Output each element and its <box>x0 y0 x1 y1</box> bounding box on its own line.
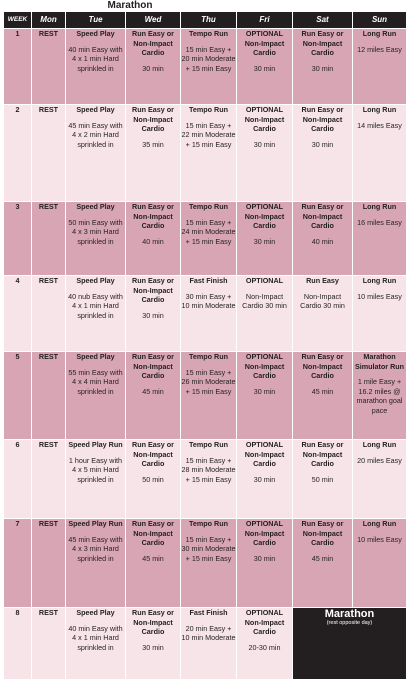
workout-name: Tempo Run <box>189 519 228 528</box>
mon-rest-cell: REST <box>32 29 66 105</box>
workout-name: Fast Finish <box>189 276 228 285</box>
workout-name: Run Easy or Non-Impact Cardio <box>132 276 174 305</box>
workout-detail: 30 min <box>253 236 276 246</box>
workout-name: Run Easy or Non-Impact Cardio <box>132 29 174 58</box>
sat-workout-cell <box>293 29 353 105</box>
workout-detail: 55 min Easy with 4 x 4 min Hard sprinkled in <box>68 367 123 396</box>
workout-name: Tempo Run <box>189 202 228 211</box>
workout-detail: 15 min Easy + 20 min Moderate + 15 min Easy <box>181 44 236 73</box>
workout-detail: 10 miles Easy <box>357 291 402 301</box>
mon-rest-cell: REST <box>32 440 66 519</box>
workout-name: Speed Play Run <box>68 519 123 528</box>
workout-detail: 15 min Easy + 26 min Moderate + 15 min Easy <box>181 367 236 396</box>
col-header-sat: Sat <box>293 12 353 29</box>
fri-workout-cell <box>237 202 293 276</box>
workout-name: Speed Play <box>76 352 115 361</box>
week-number: 7 <box>4 519 32 608</box>
thu-workout-cell <box>181 519 237 608</box>
week-row <box>4 105 407 202</box>
thu-workout-cell <box>181 608 237 680</box>
fri-workout-cell <box>237 29 293 105</box>
workout-name: Run Easy or Non-Impact Cardio <box>132 608 174 637</box>
workout-detail: 35 min <box>142 139 164 149</box>
workout-name: OPTIONAL Non-Impact Cardio <box>244 440 285 469</box>
week-number: 3 <box>4 202 32 276</box>
workout-name: Run Easy or Non-Impact Cardio <box>132 352 174 381</box>
workout-detail: Non-Impact Cardio 30 min <box>300 291 345 311</box>
sun-workout-cell <box>353 440 407 519</box>
workout-name: OPTIONAL Non-Impact Cardio <box>244 519 285 548</box>
col-header-fri: Fri <box>237 12 293 29</box>
workout-name: Run Easy or Non-Impact Cardio <box>301 105 344 134</box>
col-header-mon: Mon <box>32 12 66 29</box>
week-number: 8 <box>4 608 32 680</box>
workout-detail: 45 min Easy with 4 x 2 min Hard sprinkled in <box>68 120 123 149</box>
workout-detail: 30 min <box>253 474 276 484</box>
workout-detail: 15 min Easy + 22 min Moderate + 15 min Easy <box>181 120 236 149</box>
workout-name: Long Run <box>362 202 397 211</box>
fri-workout-cell <box>237 352 293 440</box>
col-header-tue: Tue <box>66 12 126 29</box>
sun-workout-cell <box>353 202 407 276</box>
workout-detail: 40 nub Easy with 4 x 1 min Hard sprinkled in <box>68 291 123 320</box>
workout-name: OPTIONAL Non-Impact Cardio <box>244 352 285 381</box>
workout-detail: 45 min <box>311 386 334 396</box>
mon-rest-cell: REST <box>32 519 66 608</box>
workout-detail: 15 min Easy + 30 min Moderate + 15 min Easy <box>181 534 236 563</box>
workout-name: Run Easy or Non-Impact Cardio <box>301 440 344 469</box>
workout-name: OPTIONAL Non-Impact Cardio <box>244 608 285 637</box>
workout-name: Run Easy or Non-Impact Cardio <box>132 202 174 231</box>
workout-name: OPTIONAL Non-Impact Cardio <box>244 202 285 231</box>
workout-detail: 50 min <box>311 474 334 484</box>
tue-workout-cell <box>66 519 126 608</box>
workout-name: Speed Play <box>76 29 115 38</box>
sun-workout-cell <box>353 29 407 105</box>
workout-name: Run Easy or Non-Impact Cardio <box>132 440 174 469</box>
week-row <box>4 276 407 352</box>
workout-detail: 14 miles Easy <box>357 120 402 130</box>
sat-workout-cell <box>293 276 353 352</box>
week-number: 2 <box>4 105 32 202</box>
wed-workout-cell <box>126 608 181 680</box>
sat-workout-cell <box>293 352 353 440</box>
sun-workout-cell <box>353 276 407 352</box>
workout-name: Run Easy or Non-Impact Cardio <box>301 519 344 548</box>
workout-detail: 40 min <box>311 236 334 246</box>
mon-rest-cell: REST <box>32 276 66 352</box>
thu-workout-cell <box>181 105 237 202</box>
wed-workout-cell <box>126 105 181 202</box>
workout-detail: 30 min <box>253 386 276 396</box>
workout-detail: 50 min Easy with 4 x 3 min Hard sprinkled in <box>68 217 123 246</box>
workout-name: Long Run <box>362 519 397 528</box>
workout-name: Run Easy <box>306 276 339 285</box>
sat-workout-cell <box>293 202 353 276</box>
workout-detail: 1 mile Easy + 16.2 miles @ marathon goal pace <box>356 377 403 415</box>
mon-rest-cell: REST <box>32 608 66 680</box>
workout-detail: 15 min Easy + 28 min Moderate + 15 min Easy <box>181 455 236 484</box>
workout-detail: Non-Impact Cardio 30 min <box>242 291 287 311</box>
thu-workout-cell <box>181 202 237 276</box>
workout-detail: 30 min <box>253 553 276 563</box>
week-number: 1 <box>4 29 32 105</box>
wed-workout-cell <box>126 519 181 608</box>
workout-detail: 30 min <box>311 63 334 73</box>
workout-detail: 20 min Easy + 10 min Moderate <box>181 623 236 643</box>
workout-detail: 40 min Easy with 4 x 1 min Hard sprinkled in <box>68 44 123 73</box>
tue-workout-cell <box>66 608 126 680</box>
mon-rest-cell: REST <box>32 105 66 202</box>
col-header-week: WEEK <box>4 12 32 29</box>
workout-name: Speed Play <box>76 608 115 617</box>
thu-workout-cell <box>181 440 237 519</box>
workout-name: Run Easy or Non-Impact Cardio <box>301 29 344 58</box>
workout-detail: 30 min Easy + 10 min Moderate <box>181 291 236 311</box>
workout-name: OPTIONAL <box>245 276 284 285</box>
week-number: 5 <box>4 352 32 440</box>
week-row <box>4 29 407 105</box>
col-header-thu: Thu <box>181 12 237 29</box>
col-header-sun: Sun <box>353 12 407 29</box>
fri-workout-cell <box>237 608 293 680</box>
week-row <box>4 202 407 276</box>
week-row <box>4 440 407 519</box>
workout-detail: 30 min <box>142 63 164 73</box>
workout-detail: 20 miles Easy <box>357 455 402 465</box>
col-header-wed: Wed <box>126 12 181 29</box>
fri-workout-cell <box>237 276 293 352</box>
race-subtitle: (rest opposite day) <box>326 620 373 626</box>
sat-workout-cell <box>293 105 353 202</box>
plan-title: Marathon <box>107 0 153 11</box>
workout-name: Run Easy or Non-Impact Cardio <box>132 519 174 548</box>
workout-detail: 30 min <box>253 139 276 149</box>
workout-name: Speed Play Run <box>68 440 123 449</box>
workout-name: Speed Play <box>76 202 115 211</box>
workout-name: Fast Finish <box>189 608 228 617</box>
workout-name: OPTIONAL Non-Impact Cardio <box>244 29 285 58</box>
workout-detail: 30 min <box>311 139 334 149</box>
workout-detail: 50 min <box>142 474 164 484</box>
workout-name: Speed Play <box>76 105 115 114</box>
workout-name: Long Run <box>362 29 397 38</box>
sat-workout-cell <box>293 440 353 519</box>
tue-workout-cell <box>66 202 126 276</box>
sun-workout-cell <box>353 352 407 440</box>
thu-workout-cell <box>181 352 237 440</box>
mon-rest-cell: REST <box>32 352 66 440</box>
workout-name: Long Run <box>362 440 397 449</box>
workout-name: Run Easy or Non-Impact Cardio <box>301 352 344 381</box>
workout-name: Tempo Run <box>189 352 228 361</box>
workout-detail: 1 hour Easy with 4 x 5 min Hard sprinkled in <box>68 455 123 484</box>
workout-detail: 30 min <box>253 63 276 73</box>
week-number: 6 <box>4 440 32 519</box>
sun-workout-cell <box>353 519 407 608</box>
wed-workout-cell <box>126 202 181 276</box>
thu-workout-cell <box>181 29 237 105</box>
wed-workout-cell <box>126 29 181 105</box>
workout-name: Tempo Run <box>189 105 228 114</box>
workout-detail: 30 min <box>142 642 164 652</box>
wed-workout-cell <box>126 440 181 519</box>
tue-workout-cell <box>66 352 126 440</box>
workout-name: Tempo Run <box>189 29 228 38</box>
workout-detail: 10 miles Easy <box>357 534 402 544</box>
workout-detail: 45 min <box>142 553 164 563</box>
workout-detail: 16 miles Easy <box>357 217 402 227</box>
workout-name: Run Easy or Non-Impact Cardio <box>301 202 344 231</box>
workout-name: Marathon Simulator Run <box>354 352 405 371</box>
marathon-race-cell <box>293 608 407 680</box>
thu-workout-cell <box>181 276 237 352</box>
workout-detail: 20-30 min <box>248 642 281 652</box>
workout-name: Speed Play <box>76 276 115 285</box>
workout-detail: 45 min Easy with 4 x 3 min Hard sprinkled in <box>68 534 123 563</box>
fri-workout-cell <box>237 105 293 202</box>
workout-name: OPTIONAL Non-Impact Cardio <box>244 105 285 134</box>
sat-workout-cell <box>293 519 353 608</box>
workout-name: Run Easy or Non-Impact Cardio <box>132 105 174 134</box>
fri-workout-cell <box>237 519 293 608</box>
workout-name: Tempo Run <box>189 440 228 449</box>
workout-detail: 12 miles Easy <box>357 44 402 54</box>
mon-rest-cell: REST <box>32 202 66 276</box>
workout-name: Long Run <box>362 276 397 285</box>
week-number: 4 <box>4 276 32 352</box>
wed-workout-cell <box>126 276 181 352</box>
workout-detail: 40 min <box>142 236 164 246</box>
header-row <box>4 12 407 29</box>
tue-workout-cell <box>66 440 126 519</box>
race-title: Marathon <box>324 608 375 620</box>
training-plan-table <box>3 11 407 680</box>
week-row <box>4 608 407 680</box>
workout-name: Long Run <box>362 105 397 114</box>
tue-workout-cell <box>66 105 126 202</box>
workout-detail: 40 min Easy with 4 x 1 min Hard sprinkled in <box>68 623 123 652</box>
workout-detail: 30 min <box>142 310 164 320</box>
fri-workout-cell <box>237 440 293 519</box>
week-row <box>4 352 407 440</box>
week-row <box>4 519 407 608</box>
workout-detail: 15 min Easy + 24 min Moderate + 15 min Easy <box>181 217 236 246</box>
workout-detail: 45 min <box>311 553 334 563</box>
tue-workout-cell <box>66 276 126 352</box>
wed-workout-cell <box>126 352 181 440</box>
sun-workout-cell <box>353 105 407 202</box>
workout-detail: 45 min <box>142 386 164 396</box>
tue-workout-cell <box>66 29 126 105</box>
